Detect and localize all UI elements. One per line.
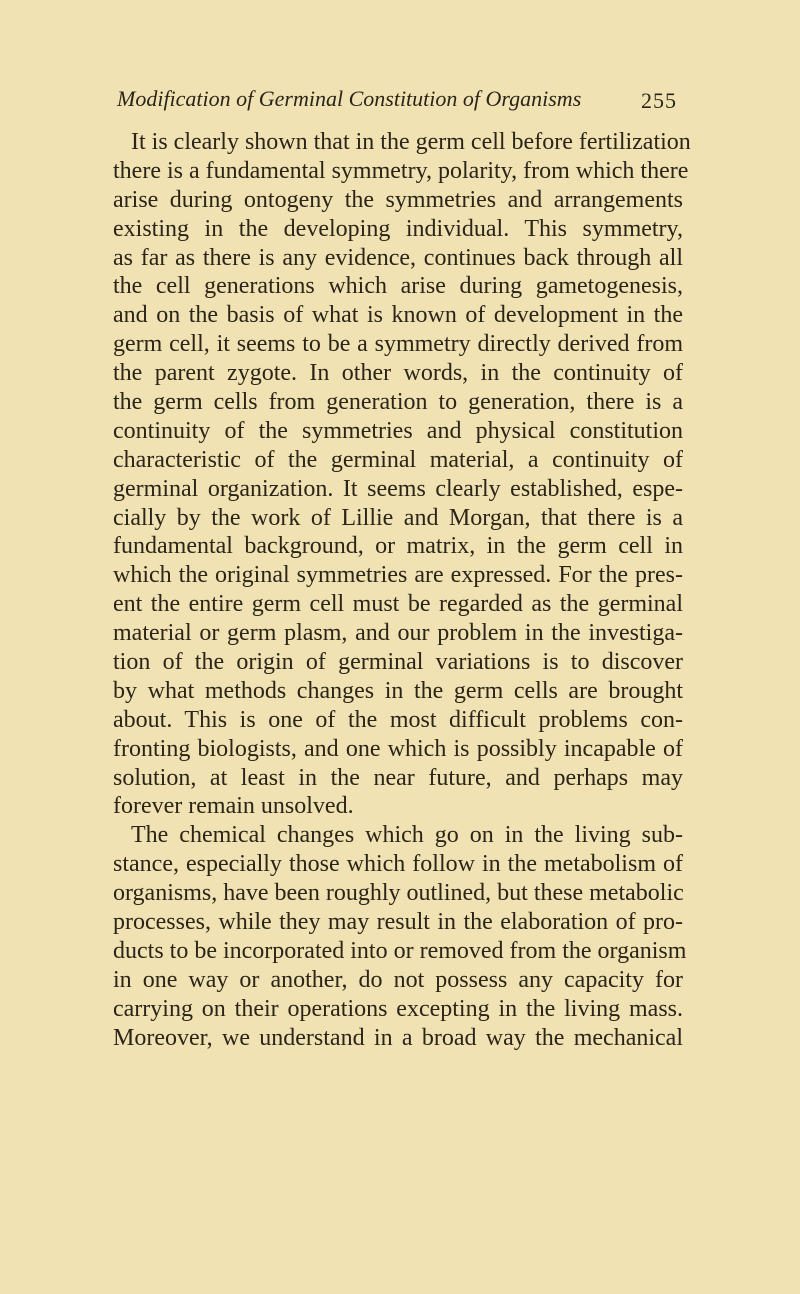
text-line: Moreover, we understand in a broad way the mechanical [113, 1024, 683, 1051]
text-line: The chemical changes which go on in the living sub- [131, 822, 683, 849]
text-line: fundamental background, or matrix, in the germ cell in [113, 533, 683, 560]
body-text [113, 128, 691, 1053]
text-line: stance, especially those which follow in the metabolism of [113, 851, 683, 878]
text-line: by what methods changes in the germ cells are brought [113, 677, 683, 704]
text-line: material or germ plasm, and our problem in the investiga- [113, 620, 683, 647]
text-line: the cell generations which arise during gametogenesis, [113, 273, 683, 300]
text-line: carrying on their operations excepting in the living mass. [113, 995, 683, 1022]
text-line: forever remain unsolved. [113, 793, 354, 820]
text-line: about. This is one of the most difficult problems con- [113, 706, 683, 733]
text-line: germinal organization. It seems clearly established, espe- [113, 475, 683, 502]
text-line: tion of the origin of germinal variations is to discover [113, 649, 683, 676]
text-line: in one way or another, do not possess any capacity for [113, 966, 683, 993]
text-line: continuity of the symmetries and physical constitution [113, 417, 683, 444]
text-line: the germ cells from generation to generation, there is a [113, 389, 683, 416]
text-line: It is clearly shown that in the germ cell before fertilization [131, 129, 691, 155]
text-line: there is a fundamental symmetry, polarity, from which there [113, 157, 689, 184]
page-number: 255 [641, 88, 677, 113]
text-line: germ cell, it seems to be a symmetry directly derived from [113, 331, 683, 358]
text-line: fronting biologists, and one which is possibly incapable of [113, 735, 683, 762]
text-line: processes, while they may result in the elaboration of pro- [113, 909, 683, 936]
text-line: cially by the work of Lillie and Morgan, that there is a [113, 504, 683, 531]
running-title: Modification of Germinal Constitution of Organisms [117, 86, 582, 111]
text-line: and on the basis of what is known of development in the [113, 302, 683, 329]
text-line: ducts to be incorporated into or removed from the organism [113, 937, 687, 964]
text-line: ent the entire germ cell must be regarded as the germinal [113, 591, 683, 618]
running-header [113, 86, 683, 116]
text-line: as far as there is any evidence, continues back through all [113, 244, 683, 271]
text-line: solution, at least in the near future, and perhaps may [113, 764, 683, 791]
text-line: characteristic of the germinal material, a continuity of [113, 446, 683, 473]
text-line: the parent zygote. In other words, in the continuity of [113, 360, 683, 387]
text-line: existing in the developing individual. This symmetry, [113, 215, 683, 242]
text-line: which the original symmetries are expressed. For the pres- [113, 562, 683, 589]
text-line: organisms, have been roughly outlined, but these metabolic [113, 880, 684, 907]
text-line: arise during ontogeny the symmetries and arrangements [113, 186, 683, 213]
